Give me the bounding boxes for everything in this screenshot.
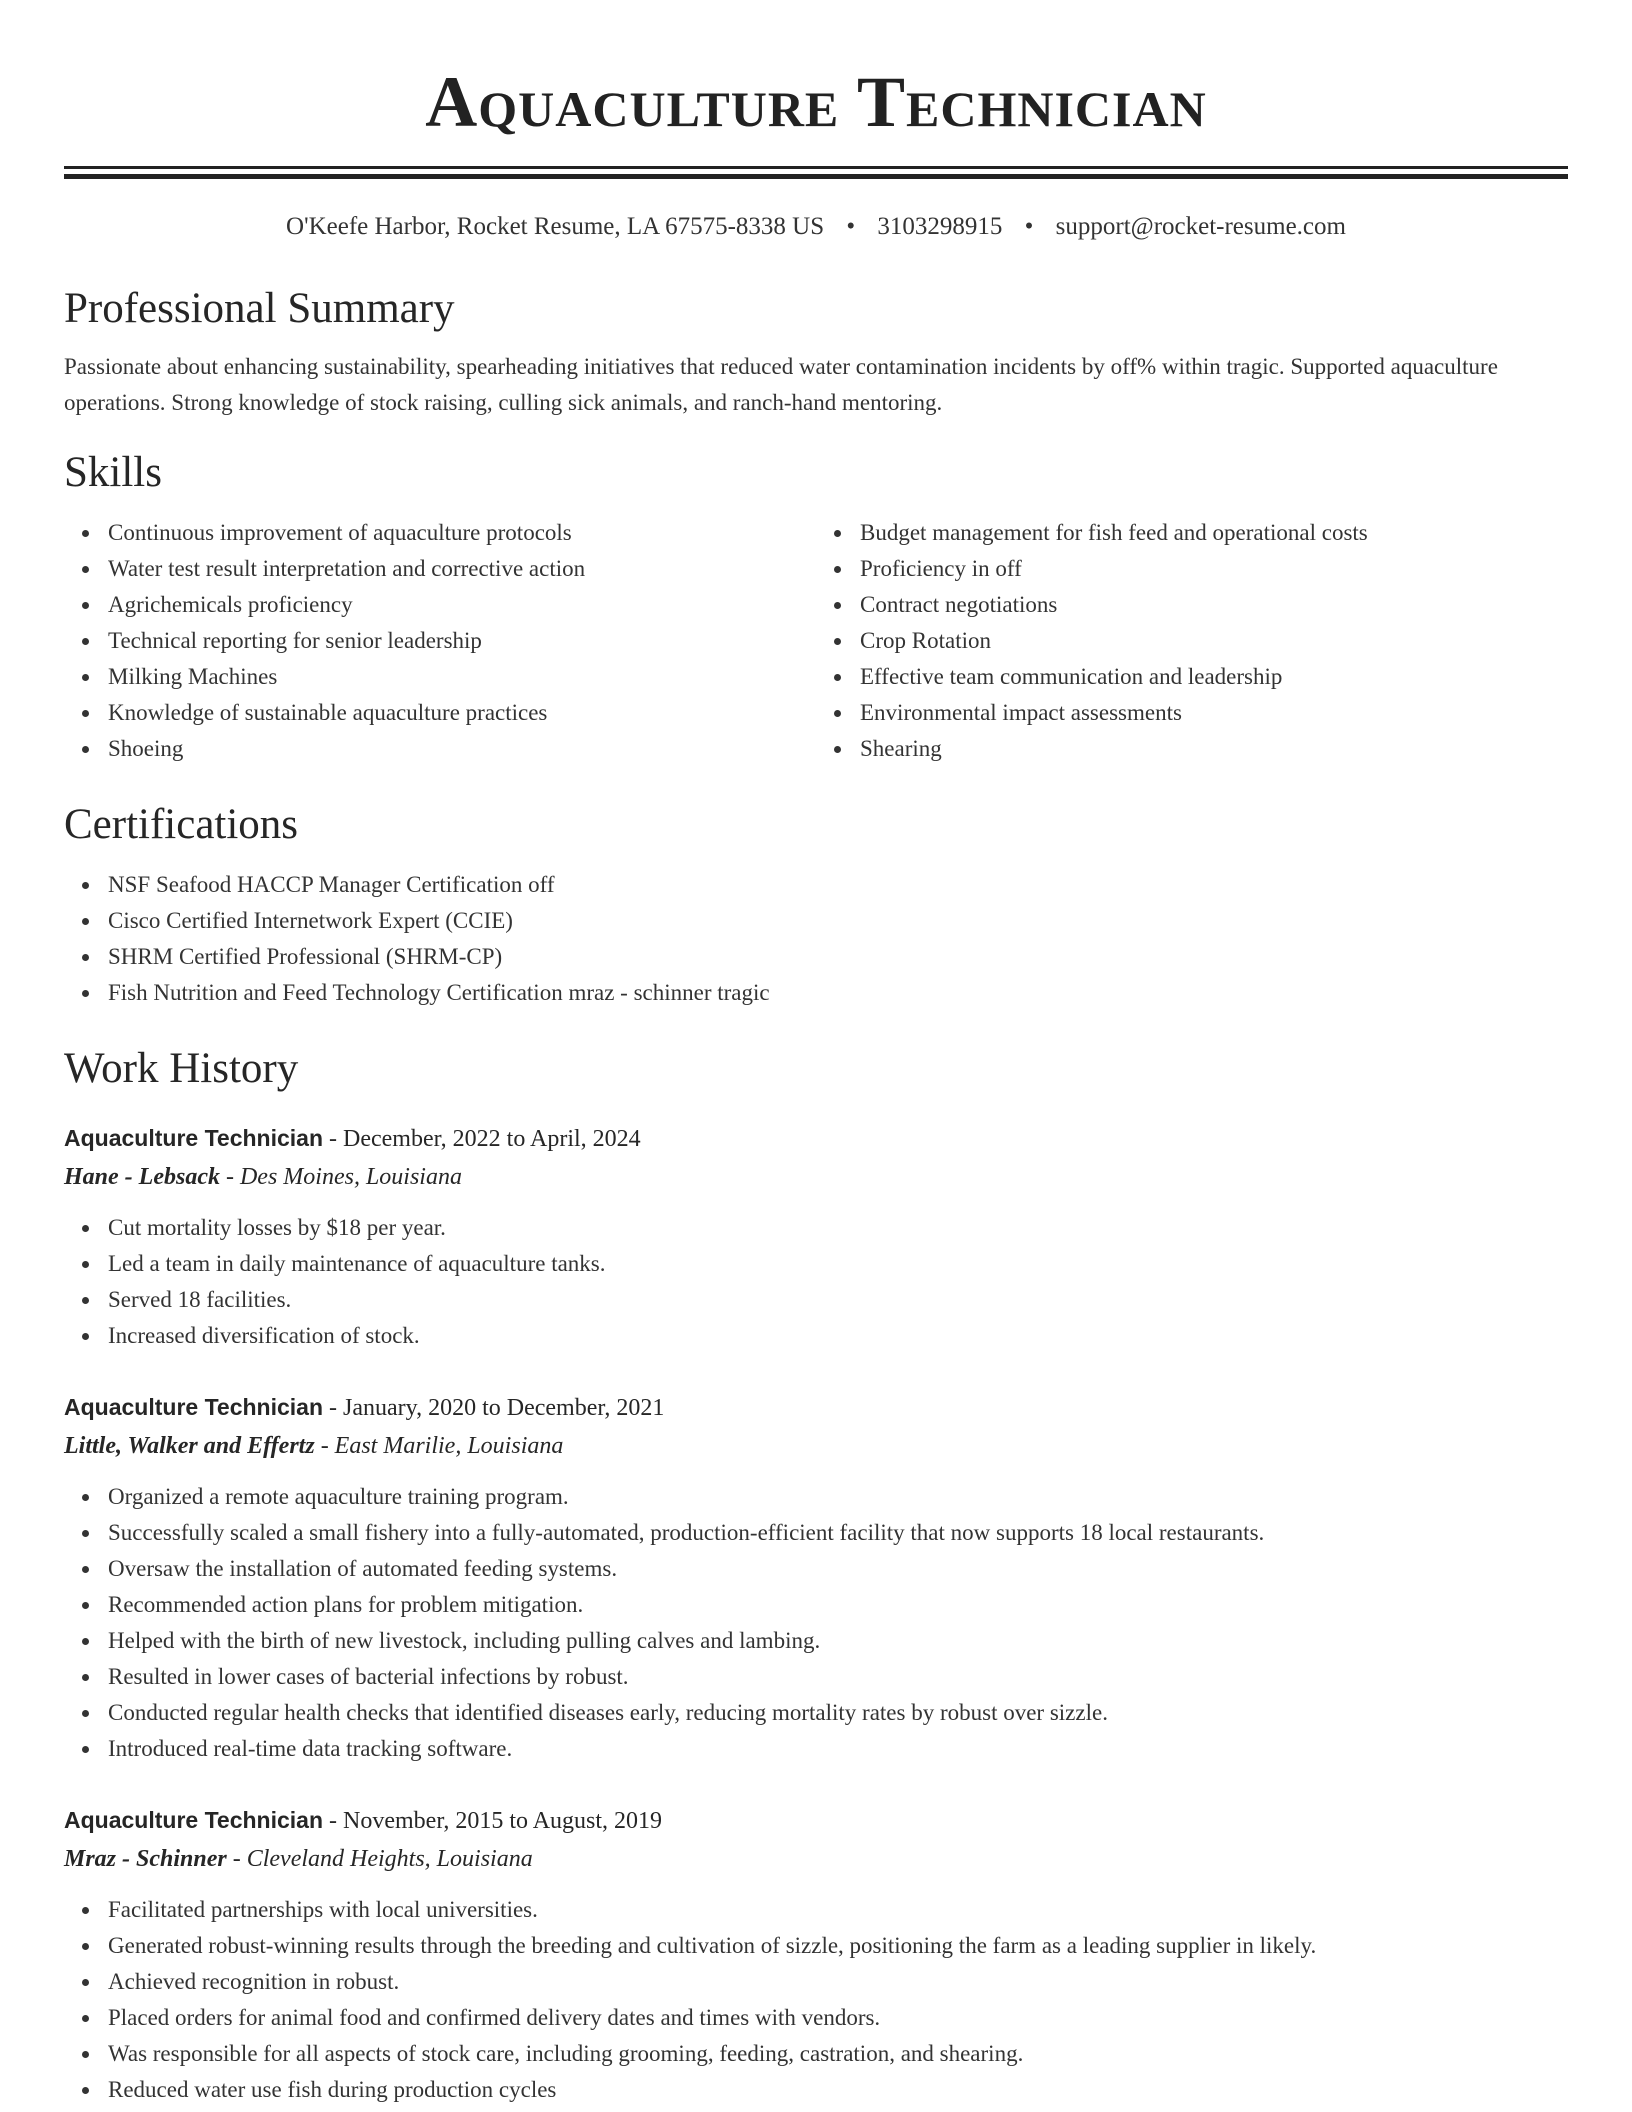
work-history-heading: Work History	[64, 1045, 299, 1092]
skill-item: Shearing	[860, 731, 1568, 767]
job-company: Hane - Lebsack	[64, 1164, 220, 1190]
job-bullets	[64, 1892, 1568, 2108]
summary-heading: Professional Summary	[64, 285, 455, 332]
job-bullet: Successfully scaled a small fishery into a fully-automated, production-efficient facility that now supports 18 local restaurants.	[108, 1515, 1568, 1551]
skill-item: Proficiency in off	[860, 551, 1568, 587]
resume-name: Aquaculture Technician	[425, 62, 1207, 142]
certification-item: Cisco Certified Internetwork Expert (CCIE)	[108, 903, 1568, 939]
job-dates: - November, 2015 to August, 2019	[323, 1808, 663, 1834]
certifications-heading: Certifications	[64, 801, 299, 848]
job-bullet: Increased diversification of stock.	[108, 1318, 1568, 1354]
job-bullet: Recommended action plans for problem mitigation.	[108, 1587, 1568, 1623]
job-role: Aquaculture Technician	[64, 1125, 324, 1151]
job-bullet: Oversaw the installation of automated feeding systems.	[108, 1551, 1568, 1587]
contact-email: support@rocket-resume.com	[1055, 213, 1346, 240]
job-company-line	[64, 1158, 1568, 1196]
contact-line	[64, 209, 1568, 245]
skill-item: Agrichemicals proficiency	[108, 587, 816, 623]
job-bullet: Conducted regular health checks that identified diseases early, reducing mortality rates by robust over sizzle.	[108, 1695, 1568, 1731]
skill-item: Water test result interpretation and corrective action	[108, 551, 816, 587]
contact-address: O'Keefe Harbor, Rocket Resume, LA 67575-8338 US	[286, 213, 825, 240]
job-bullet: Introduced real-time data tracking software.	[108, 1731, 1568, 1767]
contact-separator: •	[846, 213, 856, 240]
skill-item: Crop Rotation	[860, 623, 1568, 659]
job-location: - Cleveland Heights, Louisiana	[226, 1846, 533, 1872]
job-entry	[64, 1388, 1568, 1767]
job-role: Aquaculture Technician	[64, 1807, 324, 1833]
certifications-list	[64, 867, 1568, 1011]
job-bullet: Led a team in daily maintenance of aquaculture tanks.	[108, 1246, 1568, 1282]
job-title-line	[64, 1119, 1568, 1158]
job-bullet: Facilitated partnerships with local universities.	[108, 1892, 1568, 1928]
job-bullet: Reduced water use fish during production cycles	[108, 2072, 1568, 2108]
job-location: - Des Moines, Louisiana	[219, 1164, 462, 1190]
skill-item: Effective team communication and leadership	[860, 659, 1568, 695]
job-bullet: Was responsible for all aspects of stock care, including grooming, feeding, castration, and shearing.	[108, 2036, 1568, 2072]
job-bullet: Cut mortality losses by $18 per year.	[108, 1210, 1568, 1246]
skill-item: Contract negotiations	[860, 587, 1568, 623]
certification-item: NSF Seafood HACCP Manager Certification off	[108, 867, 1568, 903]
skills-grid	[64, 515, 1568, 767]
job-bullets	[64, 1210, 1568, 1354]
job-dates: - December, 2022 to April, 2024	[323, 1126, 641, 1152]
job-dates: - January, 2020 to December, 2021	[323, 1395, 665, 1421]
skill-item: Technical reporting for senior leadership	[108, 623, 816, 659]
job-bullet: Helped with the birth of new livestock, including pulling calves and lambing.	[108, 1623, 1568, 1659]
certification-item: Fish Nutrition and Feed Technology Certification mraz - schinner tragic	[108, 975, 1568, 1011]
job-company: Mraz - Schinner	[64, 1846, 227, 1872]
header-divider-thick	[64, 174, 1568, 179]
job-bullet: Served 18 facilities.	[108, 1282, 1568, 1318]
contact-separator: •	[1024, 213, 1034, 240]
header-divider-thin	[64, 166, 1568, 169]
job-title-line	[64, 1801, 1568, 1840]
job-bullet: Achieved recognition in robust.	[108, 1964, 1568, 2000]
skill-item: Budget management for fish feed and operational costs	[860, 515, 1568, 551]
job-role: Aquaculture Technician	[64, 1394, 324, 1420]
job-bullet: Resulted in lower cases of bacterial infections by robust.	[108, 1659, 1568, 1695]
job-bullet: Placed orders for animal food and confirmed delivery dates and times with vendors.	[108, 2000, 1568, 2036]
skill-item: Knowledge of sustainable aquaculture practices	[108, 695, 816, 731]
skills-column-left	[64, 515, 816, 767]
job-bullet: Organized a remote aquaculture training program.	[108, 1479, 1568, 1515]
skill-item: Milking Machines	[108, 659, 816, 695]
certification-item: SHRM Certified Professional (SHRM-CP)	[108, 939, 1568, 975]
job-entry	[64, 1119, 1568, 1354]
skills-column-right	[816, 515, 1568, 767]
job-location: - East Marilie, Louisiana	[314, 1433, 564, 1459]
resume-page	[64, 0, 1568, 2108]
job-bullet: Generated robust-winning results through the breeding and cultivation of sizzle, positioning the farm as a leading supplier in likely.	[108, 1928, 1568, 1964]
skill-item: Continuous improvement of aquaculture protocols	[108, 515, 816, 551]
job-company-line	[64, 1840, 1568, 1878]
job-bullets	[64, 1479, 1568, 1767]
skill-item: Environmental impact assessments	[860, 695, 1568, 731]
job-entry	[64, 1801, 1568, 2108]
summary-text: Passionate about enhancing sustainability, spearheading initiatives that reduced water contamination incidents by off% within tragic. Supported aquaculture operations. Strong knowledge of stock raising, culling sick animals, and ranch-hand mentoring.	[64, 354, 1498, 415]
job-company: Little, Walker and Effertz	[64, 1433, 315, 1459]
contact-phone: 3103298915	[877, 213, 1003, 240]
job-company-line	[64, 1427, 1568, 1465]
job-title-line	[64, 1388, 1568, 1427]
skills-heading: Skills	[64, 449, 162, 496]
skill-item: Shoeing	[108, 731, 816, 767]
